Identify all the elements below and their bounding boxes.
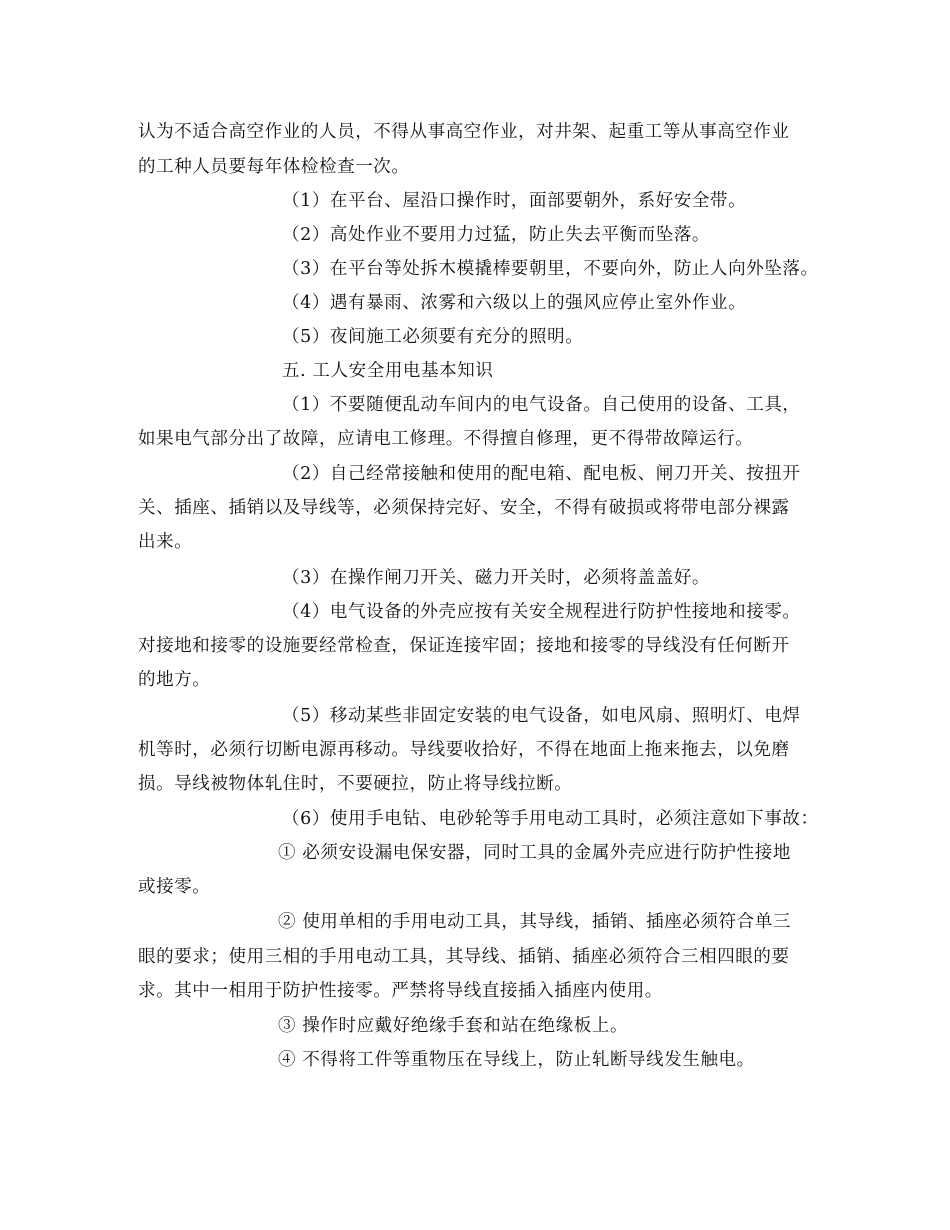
text-line: 对接地和接零的设施要经常检查，保证连接牢固；接地和接零的导线没有任何断开 bbox=[138, 636, 790, 656]
list-item: ② 使用单相的手用电动工具，其导线，插销、插座必须符合单三 bbox=[278, 912, 791, 932]
text-line: 眼的要求；使用三相的手用电动工具，其导线、插销、插座必须符合三相四眼的要 bbox=[138, 947, 790, 967]
list-item: （4）遇有暴雨、浓雾和六级以上的强风应停止室外作业。 bbox=[282, 293, 747, 313]
list-item: ① 必须安设漏电保安器，同时工具的金属外壳应进行防护性接地 bbox=[278, 843, 791, 863]
text-line: 求。其中一相用于防护性接零。严禁将导线直接插入插座内使用。 bbox=[138, 981, 663, 1001]
list-item: （6）使用手电钻、电砂轮等手用电动工具时，必须注意如下事故： bbox=[282, 809, 819, 829]
section-heading: 五. 工人安全用电基本知识 bbox=[282, 361, 494, 381]
list-item: （3）在平台等处拆木模撬棒要朝里，不要向外，防止人向外坠落。 bbox=[282, 259, 819, 279]
list-item: （2）自己经常接触和使用的配电箱、配电板、闸刀开关、按扭开 bbox=[282, 464, 801, 484]
list-item: （5）夜间施工必须要有充分的照明。 bbox=[282, 327, 584, 347]
list-item: （3）在操作闸刀开关、磁力开关时，必须将盖盖好。 bbox=[282, 568, 711, 588]
text-line: 认为不适合高空作业的人员，不得从事高空作业，对井架、起重工等从事高空作业 bbox=[138, 122, 790, 142]
list-item: （2）高处作业不要用力过猛，防止失去平衡而坠落。 bbox=[282, 225, 711, 245]
text-line: 如果电气部分出了故障，应请电工修理。不得擅自修理，更不得带故障运行。 bbox=[138, 429, 754, 449]
text-line: 关、插座、插销以及导线等，必须保持完好、安全，不得有破损或将带电部分裸露 bbox=[138, 498, 790, 518]
list-item: ③ 操作时应戴好绝缘手套和站在绝缘板上。 bbox=[278, 1016, 629, 1036]
list-item: （5）移动某些非固定安装的电气设备，如电风扇、照明灯、电焊 bbox=[282, 706, 801, 726]
text-line: 损。导线被物体轧住时，不要硬拉，防止将导线拉断。 bbox=[138, 774, 573, 794]
list-item: （1）不要随便乱动车间内的电气设备。自己使用的设备、工具， bbox=[282, 395, 801, 415]
list-item: （1）在平台、屋沿口操作时，面部要朝外，系好安全带。 bbox=[282, 191, 747, 211]
text-line: 出来。 bbox=[138, 532, 193, 552]
list-item: （4）电气设备的外壳应按有关安全规程进行防护性接地和接零。 bbox=[282, 602, 801, 622]
text-line: 或接零。 bbox=[138, 877, 211, 897]
text-line: 机等时，必须行切断电源再移动。导线要收拾好，不得在地面上拖来拖去，以免磨 bbox=[138, 740, 790, 760]
list-item: ④ 不得将工件等重物压在导线上，防止轧断导线发生触电。 bbox=[278, 1050, 755, 1070]
text-line: 的地方。 bbox=[138, 670, 211, 690]
text-line: 的工种人员要每年体检检查一次。 bbox=[138, 157, 410, 177]
